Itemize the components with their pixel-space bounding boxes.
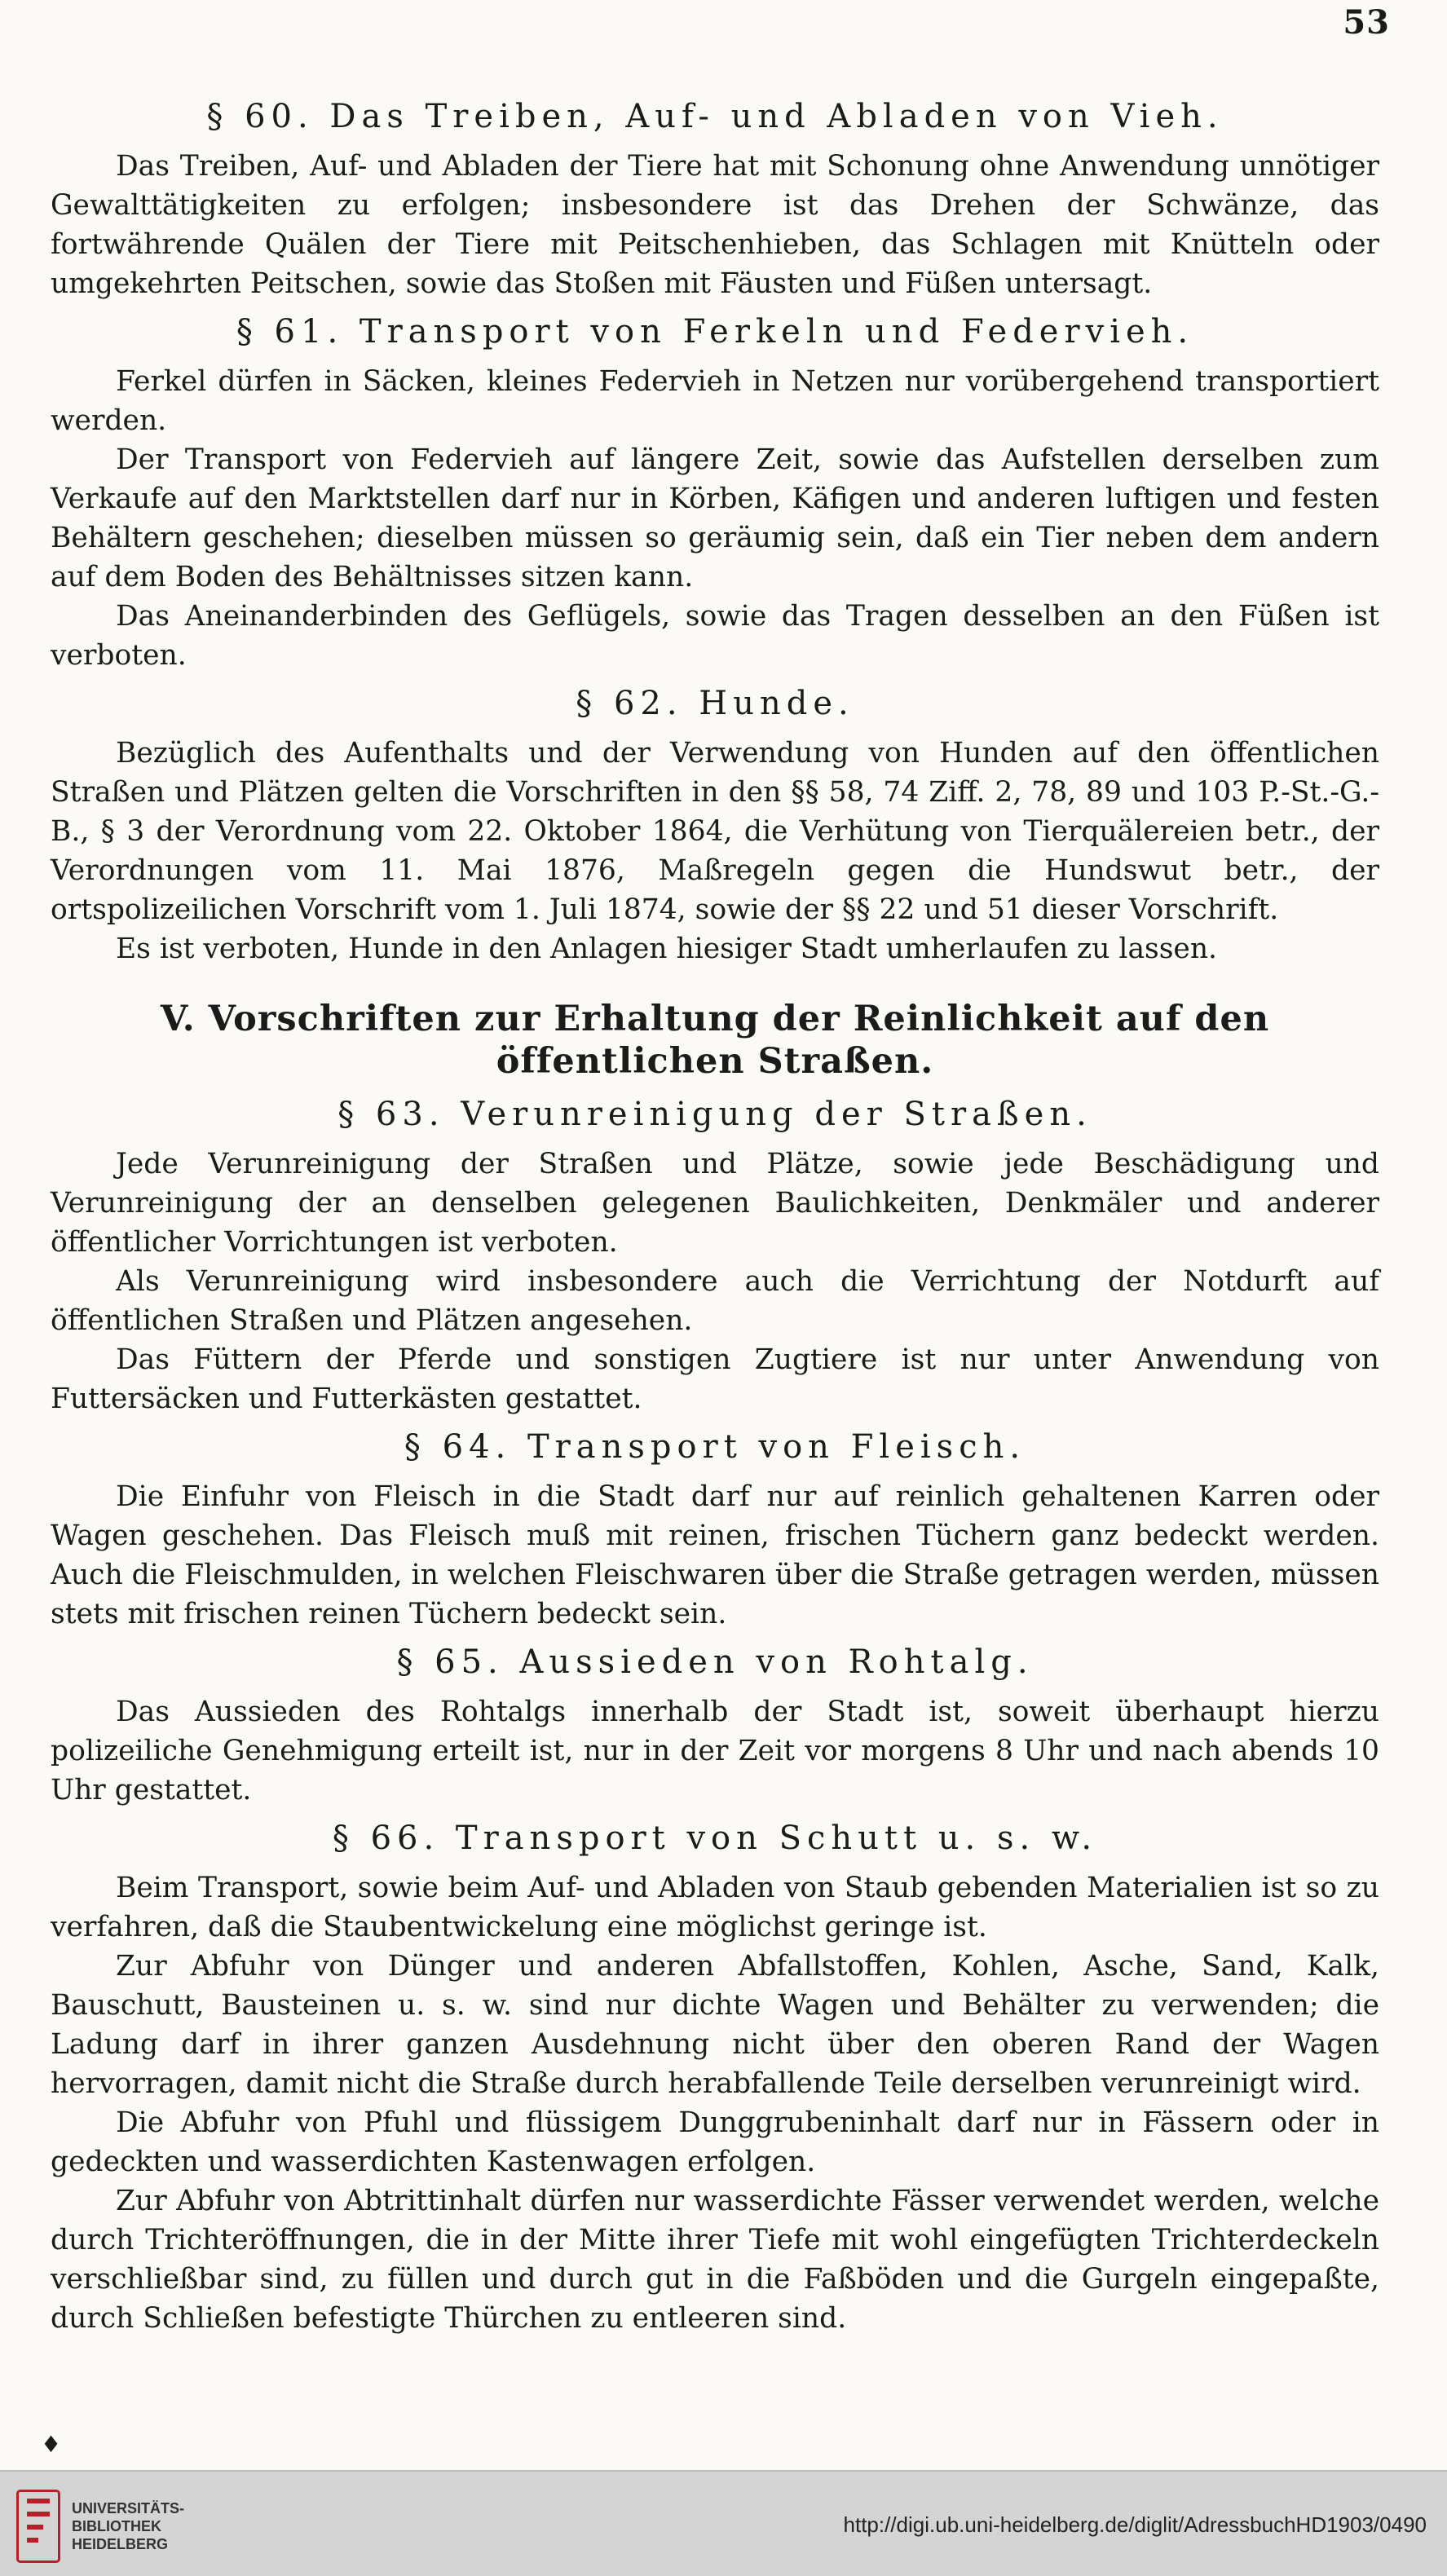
paragraph: Als Verunreinigung wird insbesondere auch die Verrichtung der Notdurft auf öffentlichen Straßen und Plätzen angesehen. (51, 1265, 1379, 1337)
section-heading: § 65. Aussieden von Rohtalg. (396, 1643, 1034, 1681)
paragraph: Jede Verunreinigung der Straßen und Plätze, sowie jede Beschädigung und Verunreinigung der an denselben gelegenen Baulichkeiten, Denkmäler und anderer öffentlicher Vorrichtungen ist verboten. (51, 1148, 1379, 1259)
footnote-mark: ♦ (41, 2431, 62, 2458)
section-heading: § 61. Transport von Ferkeln und Federvieh. (236, 313, 1194, 351)
paragraph: Das Aneinanderbinden des Geflügels, sowie das Tragen desselben an den Füßen ist verboten. (51, 600, 1379, 672)
paragraph: Zur Abfuhr von Dünger und anderen Abfallstoffen, Kohlen, Asche, Sand, Kalk, Bauschutt, Bausteinen u. s. w. sind nur dichte Wagen und Behälter zu verwenden; die Ladung darf in ihrer ganzen Ausdehnung nicht über den oberen Rand der Wagen hervorragen, damit nicht die Straße durch herabfallende Teile derselben verunreinigt wird. (51, 1950, 1379, 2100)
library-logo-icon (16, 2490, 60, 2563)
source-url-link[interactable]: http://digi.ub.uni-heidelberg.de/diglit/AdressbuchHD1903/0490 (843, 2512, 1427, 2537)
paragraph: Der Transport von Federvieh auf längere Zeit, sowie das Aufstellen derselben zum Verkaufe auf den Marktstellen darf nur in Körben, Käfigen und anderen luftigen und festen Behältern geschehen; dieselben müssen so geräumig sein, daß ein Tier neben dem andern auf dem Boden des Behältnisses sitzen kann. (51, 443, 1379, 593)
section-heading: § 66. Transport von Schutt u. s. w. (332, 1820, 1098, 1857)
section-heading: § 60. Das Treiben, Auf- und Abladen von Vieh. (206, 98, 1224, 135)
section-heading: § 62. Hunde. (576, 685, 854, 722)
paragraph: Die Einfuhr von Fleisch in die Stadt darf nur auf reinlich gehaltenen Karren oder Wagen geschehen. Das Fleisch muß mit reinen, frischen Tüchern ganz bedeckt werden. Auch die Fleischmulden, in welchen Fleischwaren über die Straße getragen werden, müssen stets mit frischen reinen Tüchern bedeckt sein. (51, 1480, 1379, 1630)
paragraph: Die Abfuhr von Pfuhl und flüssigem Dunggrubeninhalt darf nur in Fässern oder in gedeckten und wasserdichten Kastenwagen erfolgen. (51, 2106, 1379, 2178)
page-content (51, 88, 1379, 2338)
paragraph: Das Treiben, Auf- und Abladen der Tiere hat mit Schonung ohne Anwendung unnötiger Gewalttätigkeiten zu erfolgen; insbesondere ist das Drehen der Schwänze, das fortwährende Quälen der Tiere mit Peitschenhieben, das Schlagen mit Knütteln oder umgekehrten Peitschen, sowie das Stoßen mit Fäusten und Füßen untersagt. (51, 150, 1379, 300)
paragraph: Es ist verboten, Hunde in den Anlagen hiesiger Stadt umherlaufen zu lassen. (116, 933, 1218, 965)
paragraph: Ferkel dürfen in Säcken, kleines Federvieh in Netzen nur vorübergehend transportiert werden. (51, 365, 1379, 437)
footer-bar (0, 2470, 1447, 2576)
library-name-line: UNIVERSITÄTS- (72, 2500, 185, 2516)
section-heading: § 64. Transport von Fleisch. (404, 1428, 1026, 1466)
page-number: 53 (1343, 3, 1390, 42)
paragraph: Zur Abfuhr von Abtrittinhalt dürfen nur wasserdichte Fässer verwendet werden, welche durch Trichteröffnungen, die in der Mitte ihrer Tiefe mit wohl eingefügten Trichterdeckeln verschließbar sind, zu füllen und durch gut in die Faßböden und die Gurgeln eingepaßte, durch Schließen befestigte Thürchen zu entleeren sind. (51, 2185, 1379, 2335)
paragraph: Beim Transport, sowie beim Auf- und Abladen von Staub gebenden Materialien ist so zu verfahren, daß die Staubentwickelung eine möglichst geringe ist. (51, 1872, 1379, 1943)
paragraph: Bezüglich des Aufenthalts und der Verwendung von Hunden auf den öffentlichen Straßen und Plätzen gelten die Vorschriften in den §§ 58, 74 Ziff. 2, 78, 89 und 103 P.-St.-G.-B., § 3 der Verordnung vom 22. Oktober 1864, die Verhütung von Tierquälereien betr., der Verordnungen vom 11. Mai 1876, Maßregeln gegen die Hundswut betr., der ortspolizeilichen Vorschrift vom 1. Juli 1874, sowie der §§ 22 und 51 dieser Vorschrift. (51, 737, 1379, 926)
paragraph: Das Füttern der Pferde und sonstigen Zugtiere ist nur unter Anwendung von Futtersäcken und Futterkästen gestattet. (51, 1343, 1379, 1415)
library-name-line: HEIDELBERG (72, 2536, 169, 2552)
chapter-title: V. Vorschriften zur Erhaltung der Reinlichkeit auf den öffentlichen Straßen. (160, 999, 1270, 1082)
section-heading: § 63. Verunreinigung der Straßen. (337, 1096, 1092, 1133)
library-name (72, 2499, 184, 2553)
library-name-line: BIBLIOTHEK (72, 2518, 161, 2534)
paragraph: Das Aussieden des Rohtalgs innerhalb der Stadt ist, soweit überhaupt hierzu polizeiliche Genehmigung erteilt ist, nur in der Zeit vor morgens 8 Uhr und nach abends 10 Uhr gestattet. (51, 1696, 1379, 1806)
